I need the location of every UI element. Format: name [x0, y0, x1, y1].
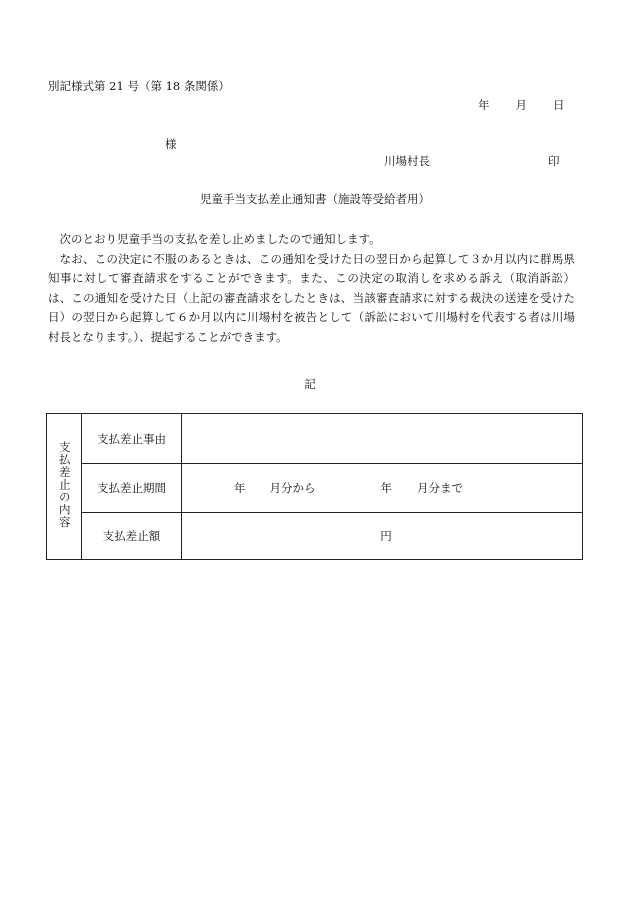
date-year: 年 — [478, 98, 490, 112]
section-label-cell — [47, 414, 82, 560]
period-from-month: 月分から — [269, 481, 316, 495]
issuer-name: 川場村長 — [384, 154, 430, 168]
amount-label: 支払差止額 — [102, 529, 161, 543]
reason-label-cell — [82, 414, 182, 464]
reason-label: 支払差止事由 — [97, 431, 166, 446]
period-label: 支払差止期間 — [97, 481, 166, 495]
period-to-year: 年 — [380, 481, 392, 495]
notice-body — [48, 230, 575, 347]
amount-label-cell — [82, 513, 182, 560]
table-row-period — [47, 464, 583, 513]
period-value-cell — [182, 464, 583, 513]
section-label: 支払差止の内容 — [57, 441, 72, 529]
table-row-reason — [47, 414, 583, 464]
table-row-amount — [47, 513, 583, 560]
notice-paragraph-2: なお、この決定に不服のあるときは、この通知を受けた日の翌日から起算して３か月以内に群馬県知事に対して審査請求をすることができます。また、この決定の取消しを求める訴え（取消訴訟）は、この通知を受けた日（上記の審査請求をしたときは、当該審査請求に対する裁決の送達を受けた日）の翌日から起算して６か月以内に川場村を被告として（訴訟において川場村を代表する者は川場村長となります。）、提起することができます。 — [48, 251, 575, 344]
addressee-suffix: 様 — [165, 137, 177, 151]
date-day: 日 — [553, 98, 565, 112]
date-line — [478, 100, 565, 112]
period-label-cell — [82, 464, 182, 513]
form-number-label: 別記様式第 21 号（第 18 条関係） — [48, 79, 230, 93]
reason-value-cell — [182, 414, 583, 464]
document-title: 児童手当支払差止通知書（施設等受給者用） — [200, 192, 430, 206]
notice-paragraph-1: 次のとおり児童手当の支払を差し止めましたので通知します。 — [59, 232, 381, 246]
seal-mark: 印 — [548, 154, 560, 168]
suspension-detail-table — [46, 413, 583, 560]
period-from-year: 年 — [234, 481, 246, 495]
record-heading: 記 — [304, 377, 316, 391]
period-to-month: 月分まで — [417, 481, 463, 495]
amount-unit: 円 — [380, 529, 392, 543]
date-month: 月 — [515, 98, 527, 112]
amount-value-cell — [182, 513, 583, 560]
